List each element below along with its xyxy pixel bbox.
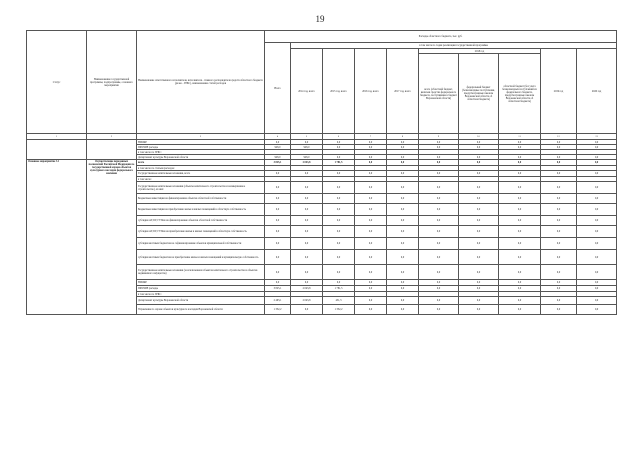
row-value: 0,0 (291, 265, 323, 280)
row-value: 0,0 (291, 238, 323, 250)
row-value: 0,0 (387, 204, 419, 216)
row-value: 0,0 (459, 238, 499, 250)
row-label: Государственные капитальные вложения, всего (137, 171, 265, 177)
row-value: 0,0 (577, 145, 617, 150)
row-value: 0,0 (323, 171, 355, 177)
row-value: 0,0 (355, 216, 387, 226)
row-label: Государственные капитальные вложения (объекты капитального строительства и незавершенное строительство), из них: (137, 182, 265, 194)
row-value: 0,0 (499, 182, 541, 194)
row-value: 0,0 (265, 171, 291, 177)
row-value: 0,0 (265, 140, 291, 145)
row-value: 0,0 (577, 171, 617, 177)
row-value: 3 825,1 (265, 160, 291, 166)
row-label: Бюджетные инвестиции на финансирование объектов областной собственности (137, 194, 265, 204)
row-value: 0,0 (419, 265, 459, 280)
row-label: Управление по охране объектов культурного наследия Воронежской области (137, 305, 265, 315)
row-value: 451,3 (323, 297, 355, 305)
row-label: в том числе по статьям расходов: (137, 166, 265, 171)
row-value: 0,0 (419, 160, 459, 166)
row-value: 0,0 (419, 226, 459, 238)
row-value: 0,0 (387, 216, 419, 226)
row-label: всего (137, 160, 265, 166)
row-value: 0,0 (419, 280, 459, 286)
row-value: 0,0 (577, 305, 617, 315)
event-status: Основное мероприятие 3.1 (27, 160, 87, 315)
row-value: 0,0 (419, 216, 459, 226)
row-value: 0,0 (577, 265, 617, 280)
row-value: 0,0 (323, 265, 355, 280)
row-value: 0,0 (387, 155, 419, 160)
empty-status-cell (27, 140, 87, 160)
row-value: 0,0 (499, 155, 541, 160)
header-2014: 2014 год, всего (291, 49, 323, 134)
empty-name-cell (87, 140, 137, 160)
row-value: 0,0 (499, 171, 541, 177)
row-value: 0,0 (577, 250, 617, 265)
row-value: 0,0 (291, 171, 323, 177)
row-value: 0,0 (291, 305, 323, 315)
row-value: 0,0 (577, 297, 617, 305)
row-value: 0,0 (459, 226, 499, 238)
row-value: 0,0 (265, 265, 291, 280)
row-value: 0,0 (499, 216, 541, 226)
row-value: 0,0 (323, 155, 355, 160)
row-label: ПРОЧИЕ расходы (137, 286, 265, 292)
row-value: 0,0 (499, 204, 541, 216)
row-value: 0,0 (541, 155, 577, 160)
table-header (27, 31, 617, 140)
row-value: 0,0 (291, 280, 323, 286)
row-label: Бюджетные инвестиции на приобретение жилья и жилых помещений в областную собственность (137, 204, 265, 216)
header-2019: 2019 год (541, 49, 577, 134)
row-value: 0,0 (499, 238, 541, 250)
table-body (27, 140, 617, 315)
header-program-name: Наименование государственной программы, подпрограммы, основного мероприятия (87, 31, 137, 134)
header-2018-total: всего (областной бюджет, включая средства федерального бюджета, поступившие в бюджет Воронежской области) (419, 54, 459, 134)
row-value: 0,0 (541, 140, 577, 145)
row-value: 0,0 (355, 204, 387, 216)
row-value: 0,0 (419, 286, 459, 292)
row-label: субсидии АУ, БУ, ГУПам на приобретение жилья и жилых помещений в областную собственность (137, 226, 265, 238)
row-value: 0,0 (577, 226, 617, 238)
row-value: 928,0 (265, 145, 291, 150)
header-2018-federal: федеральный бюджет (безвозмездные поступления, предусмотренные законом Воронежской области об областном бюджете) (459, 54, 499, 134)
header-2017: 2017 год, всего (387, 49, 419, 134)
row-value: 1 781,5 (323, 286, 355, 292)
row-value: 0,0 (499, 297, 541, 305)
budget-table (26, 30, 617, 315)
row-value: 0,0 (541, 280, 577, 286)
header-executor: Наименование ответственного исполнителя, исполнителя - главного распорядителя средств областного бюджета (далее - ГРБС), наименование статей расходов (137, 31, 265, 134)
row-value: 0,0 (265, 194, 291, 204)
row-value: 0,0 (541, 250, 577, 265)
row-value: 0,0 (499, 140, 541, 145)
row-value: 2 493,1 (265, 297, 291, 305)
row-value: 0,0 (387, 145, 419, 150)
row-value: 0,0 (387, 305, 419, 315)
header-2020: 2020 год (577, 49, 617, 134)
row-value: 0,0 (355, 238, 387, 250)
row-value: 0,0 (459, 280, 499, 286)
row-value: 0,0 (323, 194, 355, 204)
row-value: 0,0 (541, 305, 577, 315)
row-value: 0,0 (419, 250, 459, 265)
row-value: 0,0 (577, 238, 617, 250)
row-value: 0,0 (541, 160, 577, 166)
row-value: 0,0 (291, 204, 323, 216)
row-value: 0,0 (355, 182, 387, 194)
row-value: 0,0 (323, 216, 355, 226)
row-label: Департамент культуры Воронежской области (137, 297, 265, 305)
header-2018-regional: областной бюджет (без учета безвозмездных поступлений из федерального бюджета, предусмотренные законом Воронежской области об областном бюджете) (499, 54, 541, 134)
row-value: 0,0 (387, 250, 419, 265)
row-value: 0,0 (387, 265, 419, 280)
row-value: 0,0 (355, 160, 387, 166)
row-value: 0,0 (459, 216, 499, 226)
row-label: НИОКР (137, 280, 265, 286)
row-value: 0,0 (459, 305, 499, 315)
row-value: 0,0 (355, 155, 387, 160)
row-value: 0,0 (265, 204, 291, 216)
row-label: субсидии АУ, БУ, ГУПам на финансирование объектов областной собственности (137, 216, 265, 226)
row-value: 0,0 (499, 160, 541, 166)
row-label: субсидии местным бюджетам на приобретение жилья и жилых помещений в муниципальную собственность (137, 250, 265, 265)
row-value: 3 825,1 (265, 286, 291, 292)
row-value: 0,0 (323, 182, 355, 194)
row-value: 0,0 (387, 226, 419, 238)
header-total: Всего (265, 43, 291, 134)
row-label: субсидии местным бюджетам на софинансирование объектов муниципальной собственности (137, 238, 265, 250)
row-value: 0,0 (541, 265, 577, 280)
row-value: 0,0 (291, 182, 323, 194)
row-value: 0,0 (323, 204, 355, 216)
row-value: 1 332,2 (323, 305, 355, 315)
row-value: 0,0 (577, 204, 617, 216)
row-value: 0,0 (459, 160, 499, 166)
row-label: Государственные капитальные вложения (за исключением объектов капитального строительства и объектов недвижимого имущества) (137, 265, 265, 280)
row-value: 0,0 (459, 155, 499, 160)
row-value: 0,0 (387, 194, 419, 204)
row-value: 0,0 (355, 250, 387, 265)
header-2016: 2016 год, всего (355, 49, 387, 134)
row-value: 0,0 (419, 194, 459, 204)
row-value: 0,0 (291, 140, 323, 145)
row-value: 0,0 (577, 155, 617, 160)
row-value: 0,0 (323, 140, 355, 145)
row-value: 0,0 (419, 145, 459, 150)
row-value: 0,0 (499, 305, 541, 315)
row-value: 0,0 (387, 171, 419, 177)
row-value: 0,0 (291, 216, 323, 226)
row-value: 0,0 (265, 238, 291, 250)
row-value: 0,0 (499, 145, 541, 150)
row-value: 0,0 (499, 194, 541, 204)
row-value: 0,0 (355, 171, 387, 177)
row-value: 0,0 (577, 160, 617, 166)
row-value: 0,0 (355, 194, 387, 204)
row-value: 0,0 (459, 140, 499, 145)
row-value: 0,0 (291, 194, 323, 204)
row-value: 0,0 (459, 171, 499, 177)
row-value: 0,0 (541, 297, 577, 305)
row-value: 0,0 (323, 280, 355, 286)
row-value: 0,0 (355, 145, 387, 150)
header-expenses-title: Расходы областного бюджета, тыс. руб. (265, 31, 617, 43)
row-value: 0,0 (577, 286, 617, 292)
row-value: 0,0 (419, 305, 459, 315)
row-value: 0,0 (419, 171, 459, 177)
row-value: 0,0 (419, 297, 459, 305)
row-value: 0,0 (499, 226, 541, 238)
row-value: 928,0 (291, 145, 323, 150)
row-value: 0,0 (541, 182, 577, 194)
row-value: 0,0 (419, 140, 459, 145)
row-value: 0,0 (577, 194, 617, 204)
row-value: 0,0 (387, 280, 419, 286)
row-value: 0,0 (419, 204, 459, 216)
row-label: в том числе по ГРБС: (137, 292, 265, 297)
row-value: 0,0 (577, 182, 617, 194)
row-value: 0,0 (541, 286, 577, 292)
header-status: Статус (27, 31, 87, 134)
row-value: 0,0 (291, 226, 323, 238)
row-value: 0,0 (355, 286, 387, 292)
row-value: 2 043,8 (291, 160, 323, 166)
page-number: 19 (315, 14, 325, 24)
row-value: 0,0 (541, 204, 577, 216)
row-label: в том числе: (137, 177, 265, 182)
row-value: 0,0 (265, 226, 291, 238)
row-value: 928,0 (265, 155, 291, 160)
row-value: 0,0 (459, 265, 499, 280)
row-value: 0,0 (459, 250, 499, 265)
row-value: 0,0 (541, 238, 577, 250)
row-label: НИОКР (137, 140, 265, 145)
row-value: 0,0 (387, 297, 419, 305)
row-value: 0,0 (459, 204, 499, 216)
row-value: 0,0 (387, 140, 419, 145)
row-value: 0,0 (541, 226, 577, 238)
row-value: 0,0 (265, 280, 291, 286)
row-value: 0,0 (459, 286, 499, 292)
row-value: 0,0 (419, 155, 459, 160)
row-value: 0,0 (459, 182, 499, 194)
row-value: 0,0 (387, 286, 419, 292)
row-value: 0,0 (577, 280, 617, 286)
row-value: 0,0 (541, 145, 577, 150)
row-value: 928,0 (291, 155, 323, 160)
row-value: 0,0 (291, 250, 323, 265)
row-value: 0,0 (387, 182, 419, 194)
row-value: 0,0 (355, 226, 387, 238)
header-2018: 2018 год (419, 49, 541, 54)
row-value: 0,0 (355, 305, 387, 315)
row-value: 0,0 (459, 145, 499, 150)
row-value: 2 043,8 (291, 297, 323, 305)
row-value: 0,0 (323, 250, 355, 265)
row-value: 0,0 (355, 265, 387, 280)
row-value: 0,0 (419, 238, 459, 250)
row-value: 0,0 (541, 171, 577, 177)
row-value: 0,0 (265, 250, 291, 265)
row-value: 0,0 (387, 160, 419, 166)
row-value: 0,0 (577, 140, 617, 145)
row-value: 0,0 (323, 145, 355, 150)
row-value: 0,0 (323, 226, 355, 238)
row-value: 1 781,5 (323, 160, 355, 166)
row-value: 0,0 (499, 265, 541, 280)
row-label: Департамент культуры Воронежской области (137, 155, 265, 160)
event-name: Осуществление переданных полномочий Российской Федерации по государственной охране объектов культурного наследия федерального значения (87, 160, 137, 315)
row-value: 0,0 (387, 238, 419, 250)
row-value: 0,0 (577, 216, 617, 226)
row-value: 0,0 (459, 297, 499, 305)
row-value: 0,0 (459, 194, 499, 204)
header-2015: 2015 год, всего (323, 49, 355, 134)
row-value: 0,0 (265, 182, 291, 194)
column-index-row: 1 2 3 4 5 6 7 8 9 10 11 12 13 (27, 134, 617, 140)
row-value: 0,0 (323, 238, 355, 250)
row-label: в том числе по ГРБС: (137, 150, 265, 155)
row-value: 0,0 (499, 286, 541, 292)
row-value: 0,0 (419, 182, 459, 194)
row-value: 0,0 (541, 194, 577, 204)
row-value: 0,0 (499, 250, 541, 265)
row-value: 0,0 (499, 280, 541, 286)
row-value: 0,0 (265, 216, 291, 226)
row-value: 0,0 (355, 280, 387, 286)
row-value: 2 043,8 (291, 286, 323, 292)
row-value: 0,0 (355, 297, 387, 305)
header-years-note: в том числе по годам реализации государственной программы (291, 43, 617, 49)
row-value: 1 332,2 (265, 305, 291, 315)
row-value: 0,0 (541, 216, 577, 226)
row-label: ПРОЧИЕ расходы (137, 145, 265, 150)
row-value: 0,0 (355, 140, 387, 145)
